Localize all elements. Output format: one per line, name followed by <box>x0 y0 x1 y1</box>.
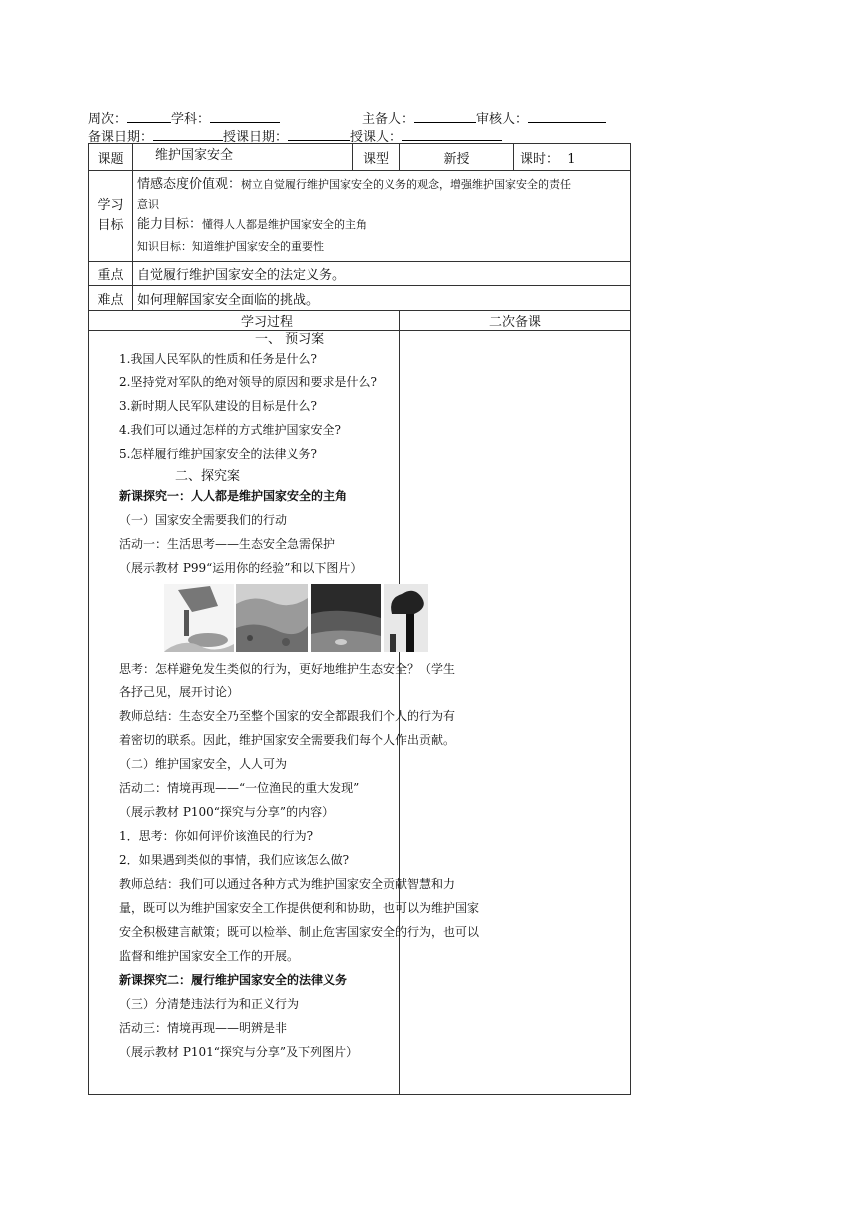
topic-label: 课题 <box>89 144 133 171</box>
goals-content <box>133 171 631 262</box>
process-content <box>89 331 480 1093</box>
preparer-label: 主备人： <box>362 112 415 127</box>
goal-knowledge-text: 知道维护国家安全的重要性 <box>192 240 324 253</box>
reviewer-blank[interactable] <box>528 110 606 123</box>
summary-1-line-1: 教师总结：生态安全乃至整个国家的安全都跟我们个人的行为有 <box>119 709 456 723</box>
hours-value: 1 <box>567 151 576 167</box>
question-4: 4.我们可以通过怎样的方式维护国家安全? <box>119 423 341 437</box>
header-line-1 <box>88 108 280 127</box>
sub-heading-2: （二）维护国家安全，人人可为 <box>119 757 288 771</box>
sub-heading-3: （三）分清楚违法行为和正义行为 <box>119 997 300 1011</box>
prep-date-label: 备课日期： <box>88 130 154 145</box>
teacher-blank[interactable] <box>402 128 502 141</box>
activity-1: 活动一：生活思考——生态安全急需保护 <box>119 537 336 551</box>
preparer-blank[interactable] <box>414 110 476 123</box>
axe-stump-illustration <box>164 584 234 652</box>
question-5: 5.怎样履行维护国家安全的法律义务? <box>119 447 317 461</box>
summary-1-line-2: 着密切的联系。因此，维护国家安全需要我们每个人作出贡献。 <box>119 733 456 747</box>
goal-emotion-text: 树立自觉履行维护国家安全的义务的观念，增强维护国家安全的责任 <box>241 178 572 191</box>
topic-1-heading: 新课探究一：人人都是维护国家安全的主角 <box>119 489 348 503</box>
activity-3: 活动三：情境再现——明辨是非 <box>119 1021 288 1035</box>
goal-ability-label: 能力目标： <box>137 217 203 232</box>
sub-heading-1: （一）国家安全需要我们的行动 <box>119 513 288 527</box>
teach-date-label: 授课日期： <box>223 130 289 145</box>
goal-emotion-text-2: 意识 <box>137 198 159 211</box>
explore-title: 二、探究案 <box>175 469 241 484</box>
activity-2: 活动二：情境再现——“一位渔民的重大发现” <box>119 781 360 795</box>
summary-2-line-4: 监督和维护国家安全工作的开展。 <box>119 949 300 963</box>
subject-blank[interactable] <box>210 110 280 123</box>
process-header: 学习过程 <box>89 311 400 331</box>
goal-knowledge-label: 知识目标： <box>137 240 192 253</box>
goals-row <box>89 171 631 262</box>
process-header-row <box>89 311 631 331</box>
difficult-text: 如何理解国家安全面临的挑战。 <box>133 286 631 311</box>
header-line-1-right <box>362 108 606 127</box>
prep-date-blank[interactable] <box>153 128 223 141</box>
think-1-line-1: 思考：怎样避免发生类似的行为，更好地维护生态安全？（学生 <box>119 662 456 676</box>
key-text: 自觉履行维护国家安全的法定义务。 <box>133 262 631 286</box>
think-2-2: 2．如果遇到类似的事情，我们应该怎么做? <box>119 853 350 867</box>
show-3: （展示教材 P101“探究与分享”及下列图片） <box>119 1045 359 1059</box>
goals-label <box>89 171 133 262</box>
teacher-label: 授课人： <box>350 130 403 145</box>
hours-cell <box>514 144 631 171</box>
type-value: 新授 <box>400 144 514 171</box>
hours-label: 课时： <box>520 151 560 167</box>
notes-header: 二次备课 <box>400 311 631 331</box>
question-2: 2.坚持党对军队的绝对领导的原因和要求是什么? <box>119 375 377 389</box>
polluted-shore-photo <box>311 584 381 652</box>
preview-title: 一、 预习案 <box>255 332 325 347</box>
key-row <box>89 262 631 286</box>
teach-date-blank[interactable] <box>288 128 350 141</box>
reviewer-label: 审核人： <box>476 112 529 127</box>
key-label: 重点 <box>89 262 133 286</box>
smokestack-photo <box>384 584 428 652</box>
goals-label-1: 学习 <box>97 198 124 213</box>
difficult-label: 难点 <box>89 286 133 311</box>
summary-2-line-1: 教师总结：我们可以通过各种方式为维护国家安全贡献智慧和力 <box>119 877 456 891</box>
week-label: 周次： <box>88 112 128 127</box>
subject-label: 学科： <box>171 112 211 127</box>
think-2-1: 1．思考：你如何评价该渔民的行为? <box>119 829 314 843</box>
goal-ability-text: 懂得人人都是维护国家安全的主角 <box>202 218 368 231</box>
think-1-line-2: 各抒己见，展开讨论） <box>119 685 240 699</box>
goal-emotion-label: 情感态度价值观： <box>137 177 242 192</box>
summary-2-line-2: 量，既可以为维护国家安全工作提供便利和协助，也可以为维护国家 <box>119 901 480 915</box>
summary-2-line-3: 安全积极建言献策；既可以检举、制止危害国家安全的行为，也可以 <box>119 925 480 939</box>
topic-row <box>89 144 631 171</box>
week-blank[interactable] <box>127 110 171 123</box>
show-2: （展示教材 P100“探究与分享”的内容） <box>119 805 335 819</box>
show-1: （展示教材 P99“运用你的经验”和以下图片） <box>119 561 363 575</box>
topic-2-heading: 新课探究二：履行维护国家安全的法律义务 <box>119 973 348 987</box>
lesson-plan-table <box>88 143 631 1095</box>
degraded-land-photo <box>236 584 308 652</box>
type-label: 课型 <box>353 144 400 171</box>
process-cell <box>89 331 480 1095</box>
difficult-row <box>89 286 631 311</box>
question-3: 3.新时期人民军队建设的目标是什么? <box>119 399 317 413</box>
question-1: 1.我国人民军队的性质和任务是什么? <box>119 352 317 366</box>
goals-label-2: 目标 <box>97 218 124 233</box>
body-row <box>89 331 631 1095</box>
topic-value: 维护国家安全 <box>133 144 353 171</box>
